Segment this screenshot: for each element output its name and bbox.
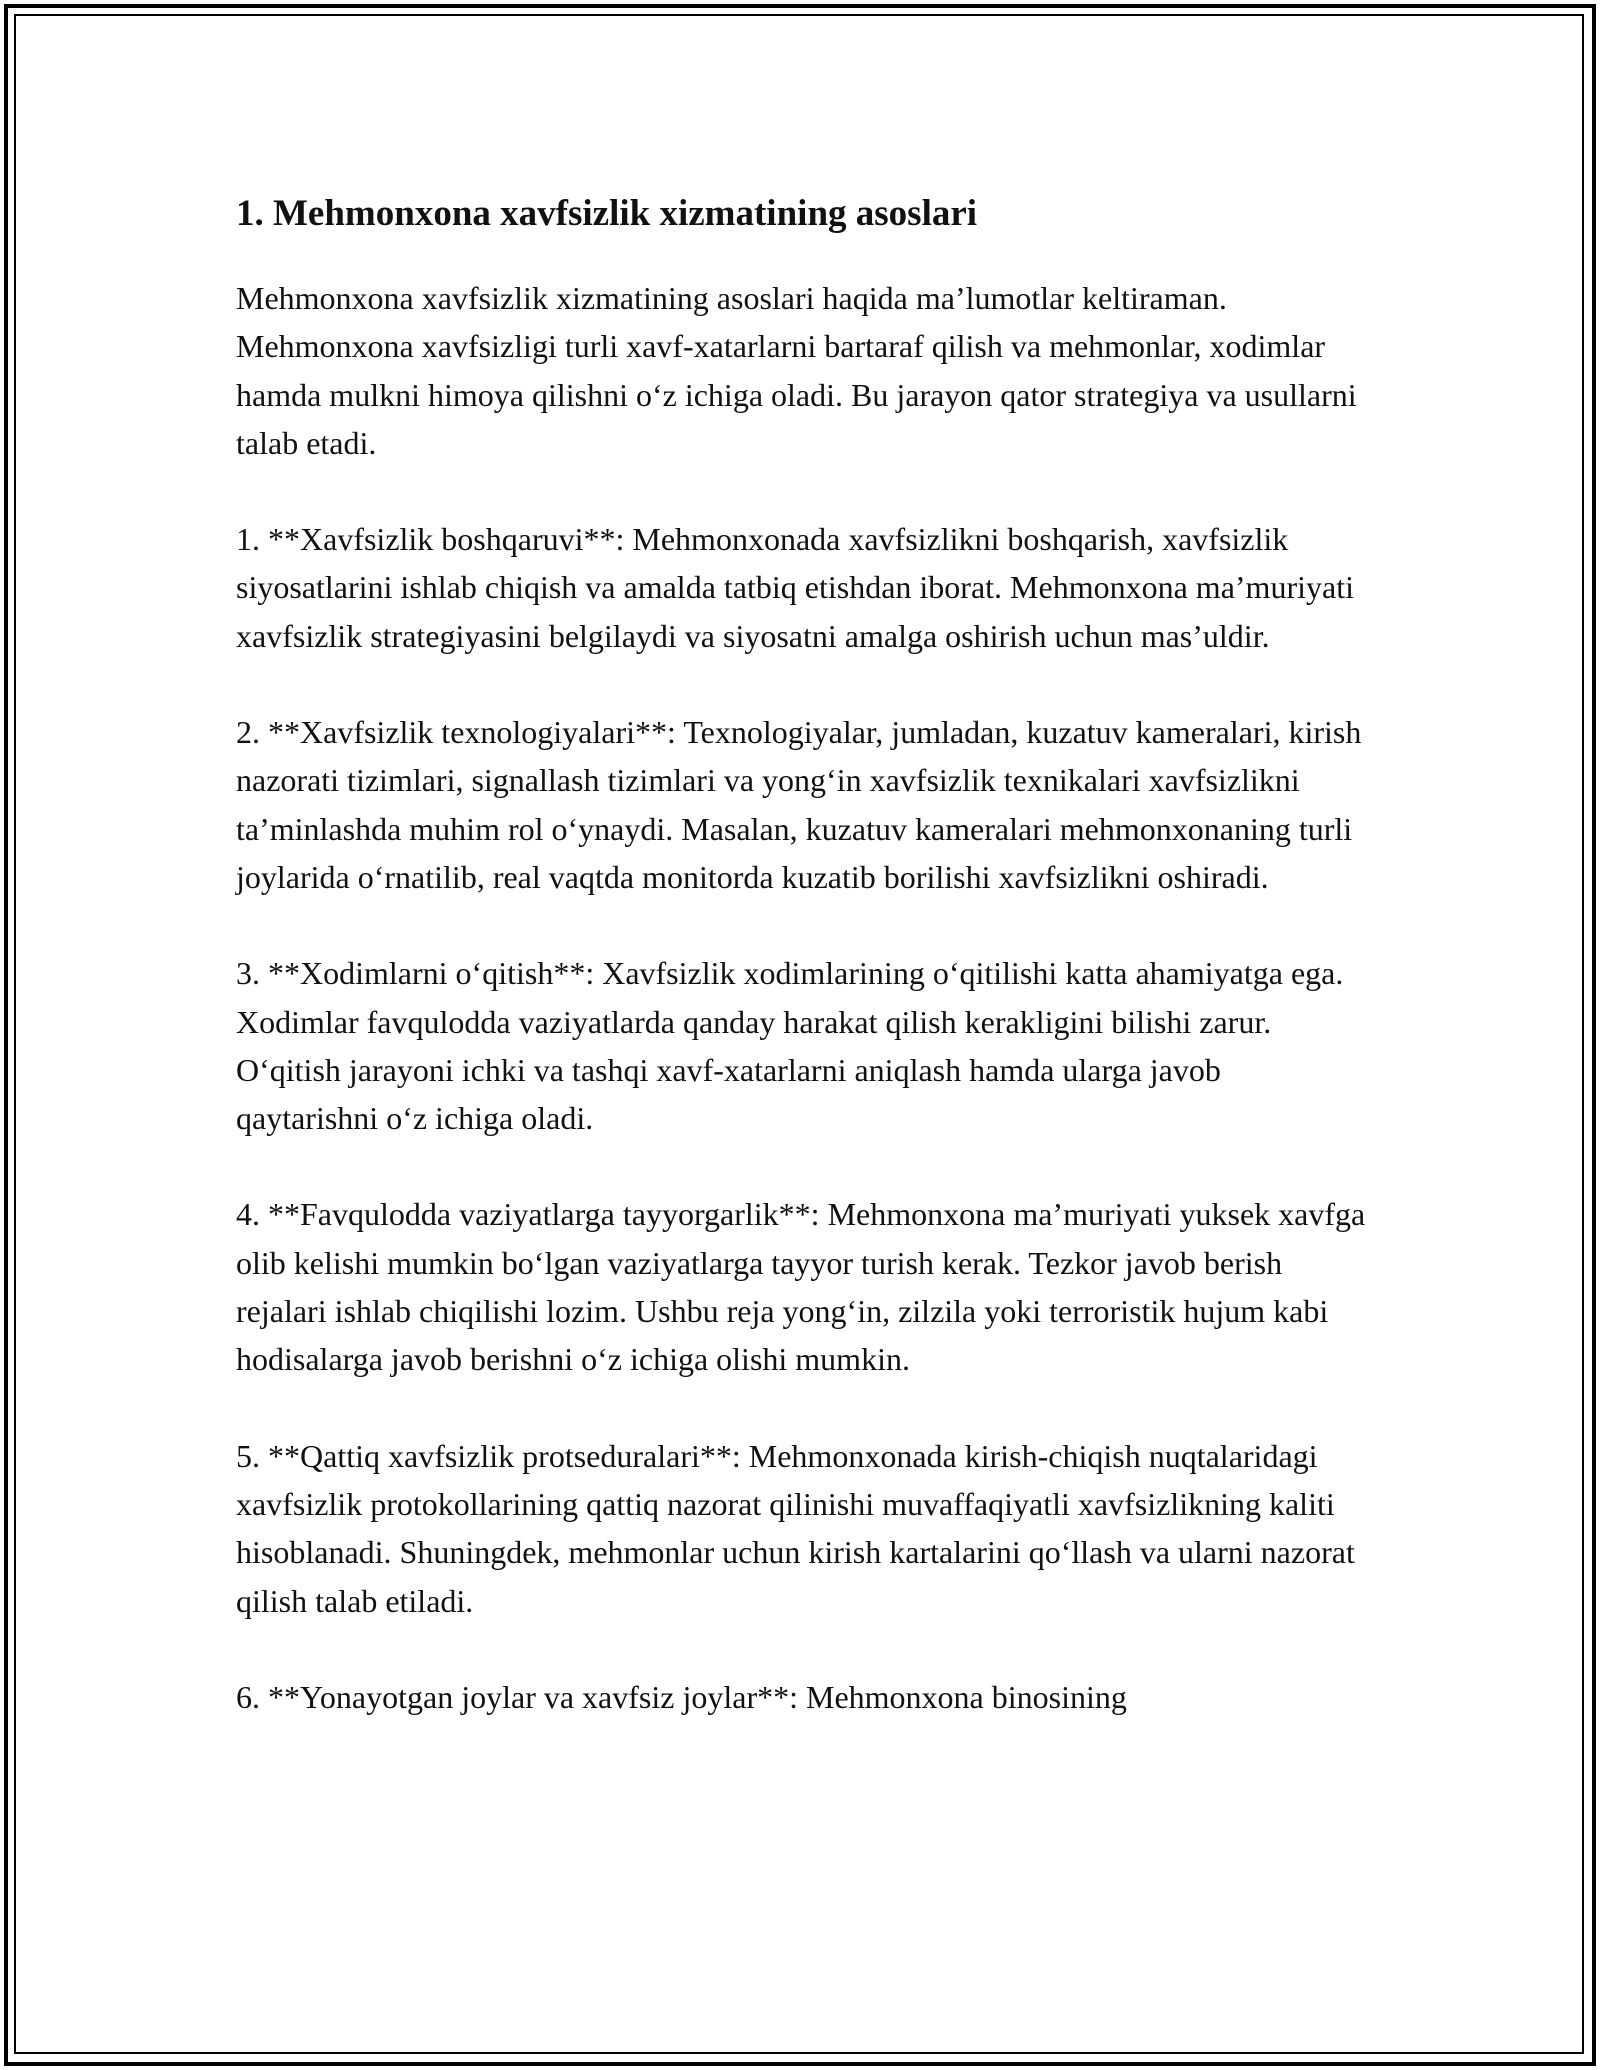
paragraph-item-3: 3. **Xodimlarni oʻqitish**: Xavfsizlik xodimlarining oʻqitilishi katta ahamiyatga ega. Xodimlar favqulodda vaziyatlarda qanday harakat qilish kerakligini bilishi zarur. Oʻqitish jarayoni ichki va tashqi xavf-xatarlarni aniqlash hamda ularga javob qaytarishni oʻz ichiga oladi. [236, 955, 1344, 1137]
paragraph-item-2: 2. **Xavfsizlik texnologiyalari**: Texnologiyalar, jumladan, kuzatuv kameralari, kirish nazorati tizimlari, signallash tizimlari va yongʻin xavfsizlik texnikalari xavfsizlikni ta’minlashda muhim rol oʻynaydi. Masalan, kuzatuv kameralari mehmonxonaning turli joylarida oʻrnatilib, real vaqtda monitorda kuzatib borilishi xavfsizlikni oshiradi. [236, 714, 1362, 895]
paragraph-item-5: 5. **Qattiq xavfsizlik protseduralari**: Mehmonxonada kirish-chiqish nuqtalaridagi xavfsizlik protokollarining qattiq nazorat qilinishi muvaffaqiyatli xavfsizlikning kaliti hisoblanadi. Shuningdek, mehmonlar uchun kirish kartalarini qoʻllash va ularni nazorat qilish talab etiladi. [236, 1437, 1355, 1619]
document-body [236, 186, 1366, 1769]
paragraph-intro: Mehmonxona xavfsizlik xizmatining asoslari haqida ma’lumotlar keltiraman. Mehmonxona xavfsizligi turli xavf-xatarlarni bartaraf qilish va mehmonlar, xodimlar hamda mulkni himoya qilishni oʻz ichiga oladi. Bu jarayon qator strategiya va usullarni talab etadi. [236, 280, 1357, 461]
paragraph-item-4: 4. **Favqulodda vaziyatlarga tayyorgarlik**: Mehmonxona ma’muriyati yuksek xavfga olib kelishi mumkin boʻlgan vaziyatlarga tayyor turish kerak. Tezkor javob berish rejalari ishlab chiqilishi lozim. Ushbu reja yongʻin, zilzila yoki terroristik hujum kabi hodisalarga javob berishni oʻz ichiga olishi mumkin. [236, 1196, 1366, 1378]
section-heading: 1. Mehmonxona xavfsizlik xizmatining asoslari [236, 193, 978, 234]
paragraph-item-1: 1. **Xavfsizlik boshqaruvi**: Mehmonxonada xavfsizlikni boshqarish, xavfsizlik siyosatlarini ishlab chiqish va amalda tatbiq etishdan iborat. Mehmonxona ma’muriyati xavfsizlik strategiyasini belgilaydi va siyosatni amalga oshirish uchun mas’uldir. [236, 521, 1354, 654]
paragraph-item-6: 6. **Yonayotgan joylar va xavfsiz joylar**: Mehmonxona binosining [236, 1678, 1127, 1715]
